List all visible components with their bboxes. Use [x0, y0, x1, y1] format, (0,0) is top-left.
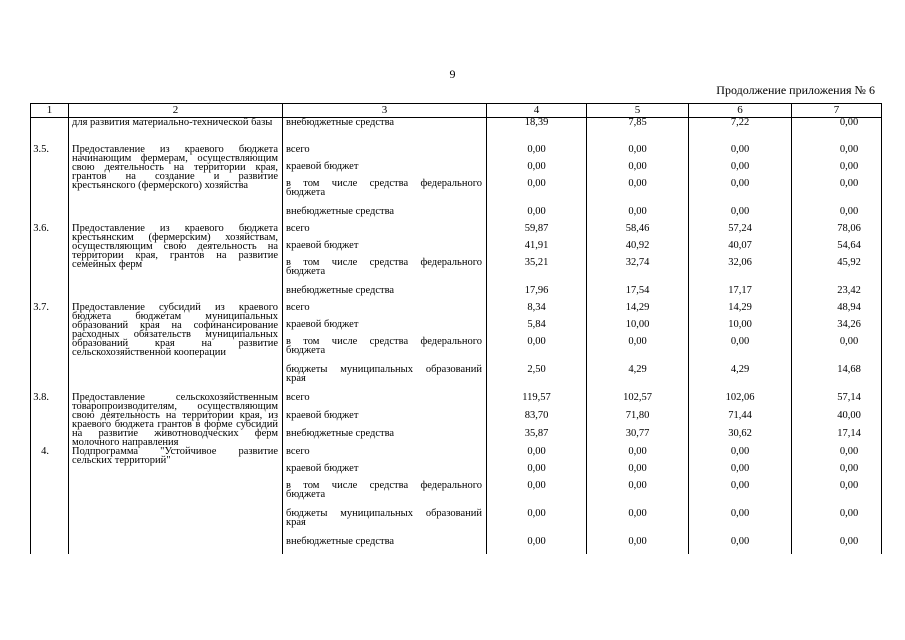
value-cell: 83,70: [487, 411, 587, 429]
funding-source: краевой бюджет: [283, 411, 487, 429]
funding-source: краевой бюджет: [283, 464, 487, 481]
header-row: [31, 104, 882, 118]
value-cell: 0,00: [689, 509, 792, 537]
value-cell: 17,96: [487, 286, 587, 303]
value-cell: 0,00: [487, 337, 587, 365]
value-cell: 0,00: [792, 207, 882, 224]
table-row: [31, 145, 882, 162]
value-cell: 0,00: [587, 337, 689, 365]
value-cell: 0,00: [792, 145, 882, 162]
item-number: [31, 118, 69, 136]
header-cell: 4: [487, 104, 587, 118]
value-cell: 4,29: [587, 365, 689, 393]
funding-source: внебюджетные средства: [283, 286, 487, 303]
funding-source: в том числе средства федерального бюджета: [283, 258, 487, 286]
value-cell: 0,00: [689, 447, 792, 464]
value-cell: 0,00: [487, 537, 587, 554]
header-cell: 5: [587, 104, 689, 118]
value-cell: 30,77: [587, 429, 689, 447]
value-cell: 40,00: [792, 411, 882, 429]
item-name: Предоставление субсидий из краевого бюджета бюджетам муниципальных образований края на софинансирование расходных обязательств муниципальных образований края на развитие сельскохозяйственной кооперации: [69, 303, 283, 393]
header-cell: 3: [283, 104, 487, 118]
item-name: для развития материально-технической базы: [69, 118, 283, 136]
value-cell: 17,54: [587, 286, 689, 303]
value-cell: 0,00: [689, 337, 792, 365]
value-cell: 23,42: [792, 286, 882, 303]
value-cell: 0,00: [587, 145, 689, 162]
value-cell: 0,00: [689, 179, 792, 207]
value-cell: 0,00: [487, 447, 587, 464]
funding-source: в том числе средства федерального бюджета: [283, 337, 487, 365]
item-name: Подпрограмма "Устойчивое развитие сельских территорий": [69, 447, 283, 554]
value-cell: 102,57: [587, 393, 689, 411]
value-cell: 0,00: [487, 509, 587, 537]
value-cell: 0,00: [587, 179, 689, 207]
value-cell: 0,00: [792, 464, 882, 481]
value-cell: 30,62: [689, 429, 792, 447]
value-cell: 32,74: [587, 258, 689, 286]
item-number: 3.8.: [31, 393, 69, 447]
value-cell: 45,92: [792, 258, 882, 286]
funding-source: в том числе средства федерального бюджета: [283, 481, 487, 509]
value-cell: 8,34: [487, 303, 587, 320]
value-cell: 7,85: [587, 118, 689, 136]
item-number: 3.7.: [31, 303, 69, 393]
header-cell: 1: [31, 104, 69, 118]
value-cell: 35,21: [487, 258, 587, 286]
spacer-cell: [792, 135, 882, 145]
value-cell: 17,14: [792, 429, 882, 447]
funding-source: всего: [283, 447, 487, 464]
value-cell: 0,00: [792, 481, 882, 509]
funding-source: внебюджетные средства: [283, 207, 487, 224]
value-cell: 54,64: [792, 241, 882, 258]
value-cell: 0,00: [487, 145, 587, 162]
funding-source: краевой бюджет: [283, 320, 487, 337]
funding-source: в том числе средства федерального бюджета: [283, 179, 487, 207]
continuation-label: Продолжение приложения № 6: [716, 83, 875, 97]
value-cell: 4,29: [689, 365, 792, 393]
value-cell: 78,06: [792, 224, 882, 241]
value-cell: 10,00: [587, 320, 689, 337]
value-cell: 57,14: [792, 393, 882, 411]
value-cell: 0,00: [587, 509, 689, 537]
funding-source: краевой бюджет: [283, 241, 487, 258]
value-cell: 0,00: [689, 162, 792, 179]
value-cell: 5,84: [487, 320, 587, 337]
value-cell: 0,00: [689, 207, 792, 224]
value-cell: 59,87: [487, 224, 587, 241]
value-cell: 0,00: [587, 464, 689, 481]
value-cell: 0,00: [689, 537, 792, 554]
value-cell: 14,68: [792, 365, 882, 393]
funding-source: всего: [283, 303, 487, 320]
value-cell: 0,00: [587, 162, 689, 179]
value-cell: 0,00: [487, 179, 587, 207]
item-number: 3.5.: [31, 145, 69, 224]
value-cell: 71,44: [689, 411, 792, 429]
value-cell: 119,57: [487, 393, 587, 411]
funding-source: внебюджетные средства: [283, 537, 487, 554]
header-cell: 2: [69, 104, 283, 118]
item-name: Предоставление из краевого бюджета крестьянским (фермерским) хозяйствам, осуществляющим свою деятельность на территории края, грантов на развитие семейных ферм: [69, 224, 283, 303]
page-number: 9: [449, 67, 456, 81]
item-name: Предоставление из краевого бюджета начинающим фермерам, осуществляющим свою деятельность на территории края, грантов на создание и развитие крестьянского (фермерского) хозяйства: [69, 145, 283, 224]
value-cell: 0,00: [792, 537, 882, 554]
value-cell: 0,00: [487, 481, 587, 509]
value-cell: 0,00: [792, 509, 882, 537]
value-cell: 40,07: [689, 241, 792, 258]
header-cell: 7: [792, 104, 882, 118]
table-row: [31, 118, 882, 136]
value-cell: 0,00: [487, 207, 587, 224]
funding-source: всего: [283, 224, 487, 241]
table-body: [31, 118, 882, 555]
value-cell: 17,17: [689, 286, 792, 303]
item-number: 3.6.: [31, 224, 69, 303]
value-cell: 0,00: [487, 162, 587, 179]
value-cell: 0,00: [487, 464, 587, 481]
value-cell: 102,06: [689, 393, 792, 411]
value-cell: 0,00: [792, 447, 882, 464]
funding-source: всего: [283, 393, 487, 411]
value-cell: 58,46: [587, 224, 689, 241]
item-number: 4.: [31, 447, 69, 554]
funding-source: внебюджетные средства: [283, 118, 487, 136]
value-cell: 0,00: [587, 447, 689, 464]
value-cell: 0,00: [587, 481, 689, 509]
table-row: [31, 447, 882, 464]
funding-source: бюджеты муниципальных образований края: [283, 509, 487, 537]
value-cell: 57,24: [689, 224, 792, 241]
table-row: [31, 303, 882, 320]
value-cell: 71,80: [587, 411, 689, 429]
value-cell: 41,91: [487, 241, 587, 258]
value-cell: 40,92: [587, 241, 689, 258]
value-cell: 0,00: [792, 337, 882, 365]
value-cell: 0,00: [792, 162, 882, 179]
value-cell: 0,00: [689, 145, 792, 162]
value-cell: 18,39: [487, 118, 587, 136]
funding-source: краевой бюджет: [283, 162, 487, 179]
header-cell: 6: [689, 104, 792, 118]
value-cell: 2,50: [487, 365, 587, 393]
value-cell: 48,94: [792, 303, 882, 320]
item-name: Предоставление сельскохозяйственным товаропроизводителям, осуществляющим свою деятельность на территории края, из краевого бюджета грантов в форме субсидий на развитие животноводческих ферм молочного направления: [69, 393, 283, 447]
funding-source: всего: [283, 145, 487, 162]
funding-table: [30, 103, 882, 554]
value-cell: 34,26: [792, 320, 882, 337]
table-row: [31, 393, 882, 411]
value-cell: 0,00: [587, 537, 689, 554]
value-cell: 7,22: [689, 118, 792, 136]
value-cell: 10,00: [689, 320, 792, 337]
value-cell: 14,29: [587, 303, 689, 320]
spacer-cell: [283, 135, 487, 145]
value-cell: 0,00: [587, 207, 689, 224]
value-cell: 32,06: [689, 258, 792, 286]
funding-source: внебюджетные средства: [283, 429, 487, 447]
value-cell: 14,29: [689, 303, 792, 320]
value-cell: 35,87: [487, 429, 587, 447]
funding-source: бюджеты муниципальных образований края: [283, 365, 487, 393]
value-cell: 0,00: [689, 481, 792, 509]
table-row: [31, 224, 882, 241]
value-cell: 0,00: [792, 118, 882, 136]
value-cell: 0,00: [792, 179, 882, 207]
value-cell: 0,00: [689, 464, 792, 481]
